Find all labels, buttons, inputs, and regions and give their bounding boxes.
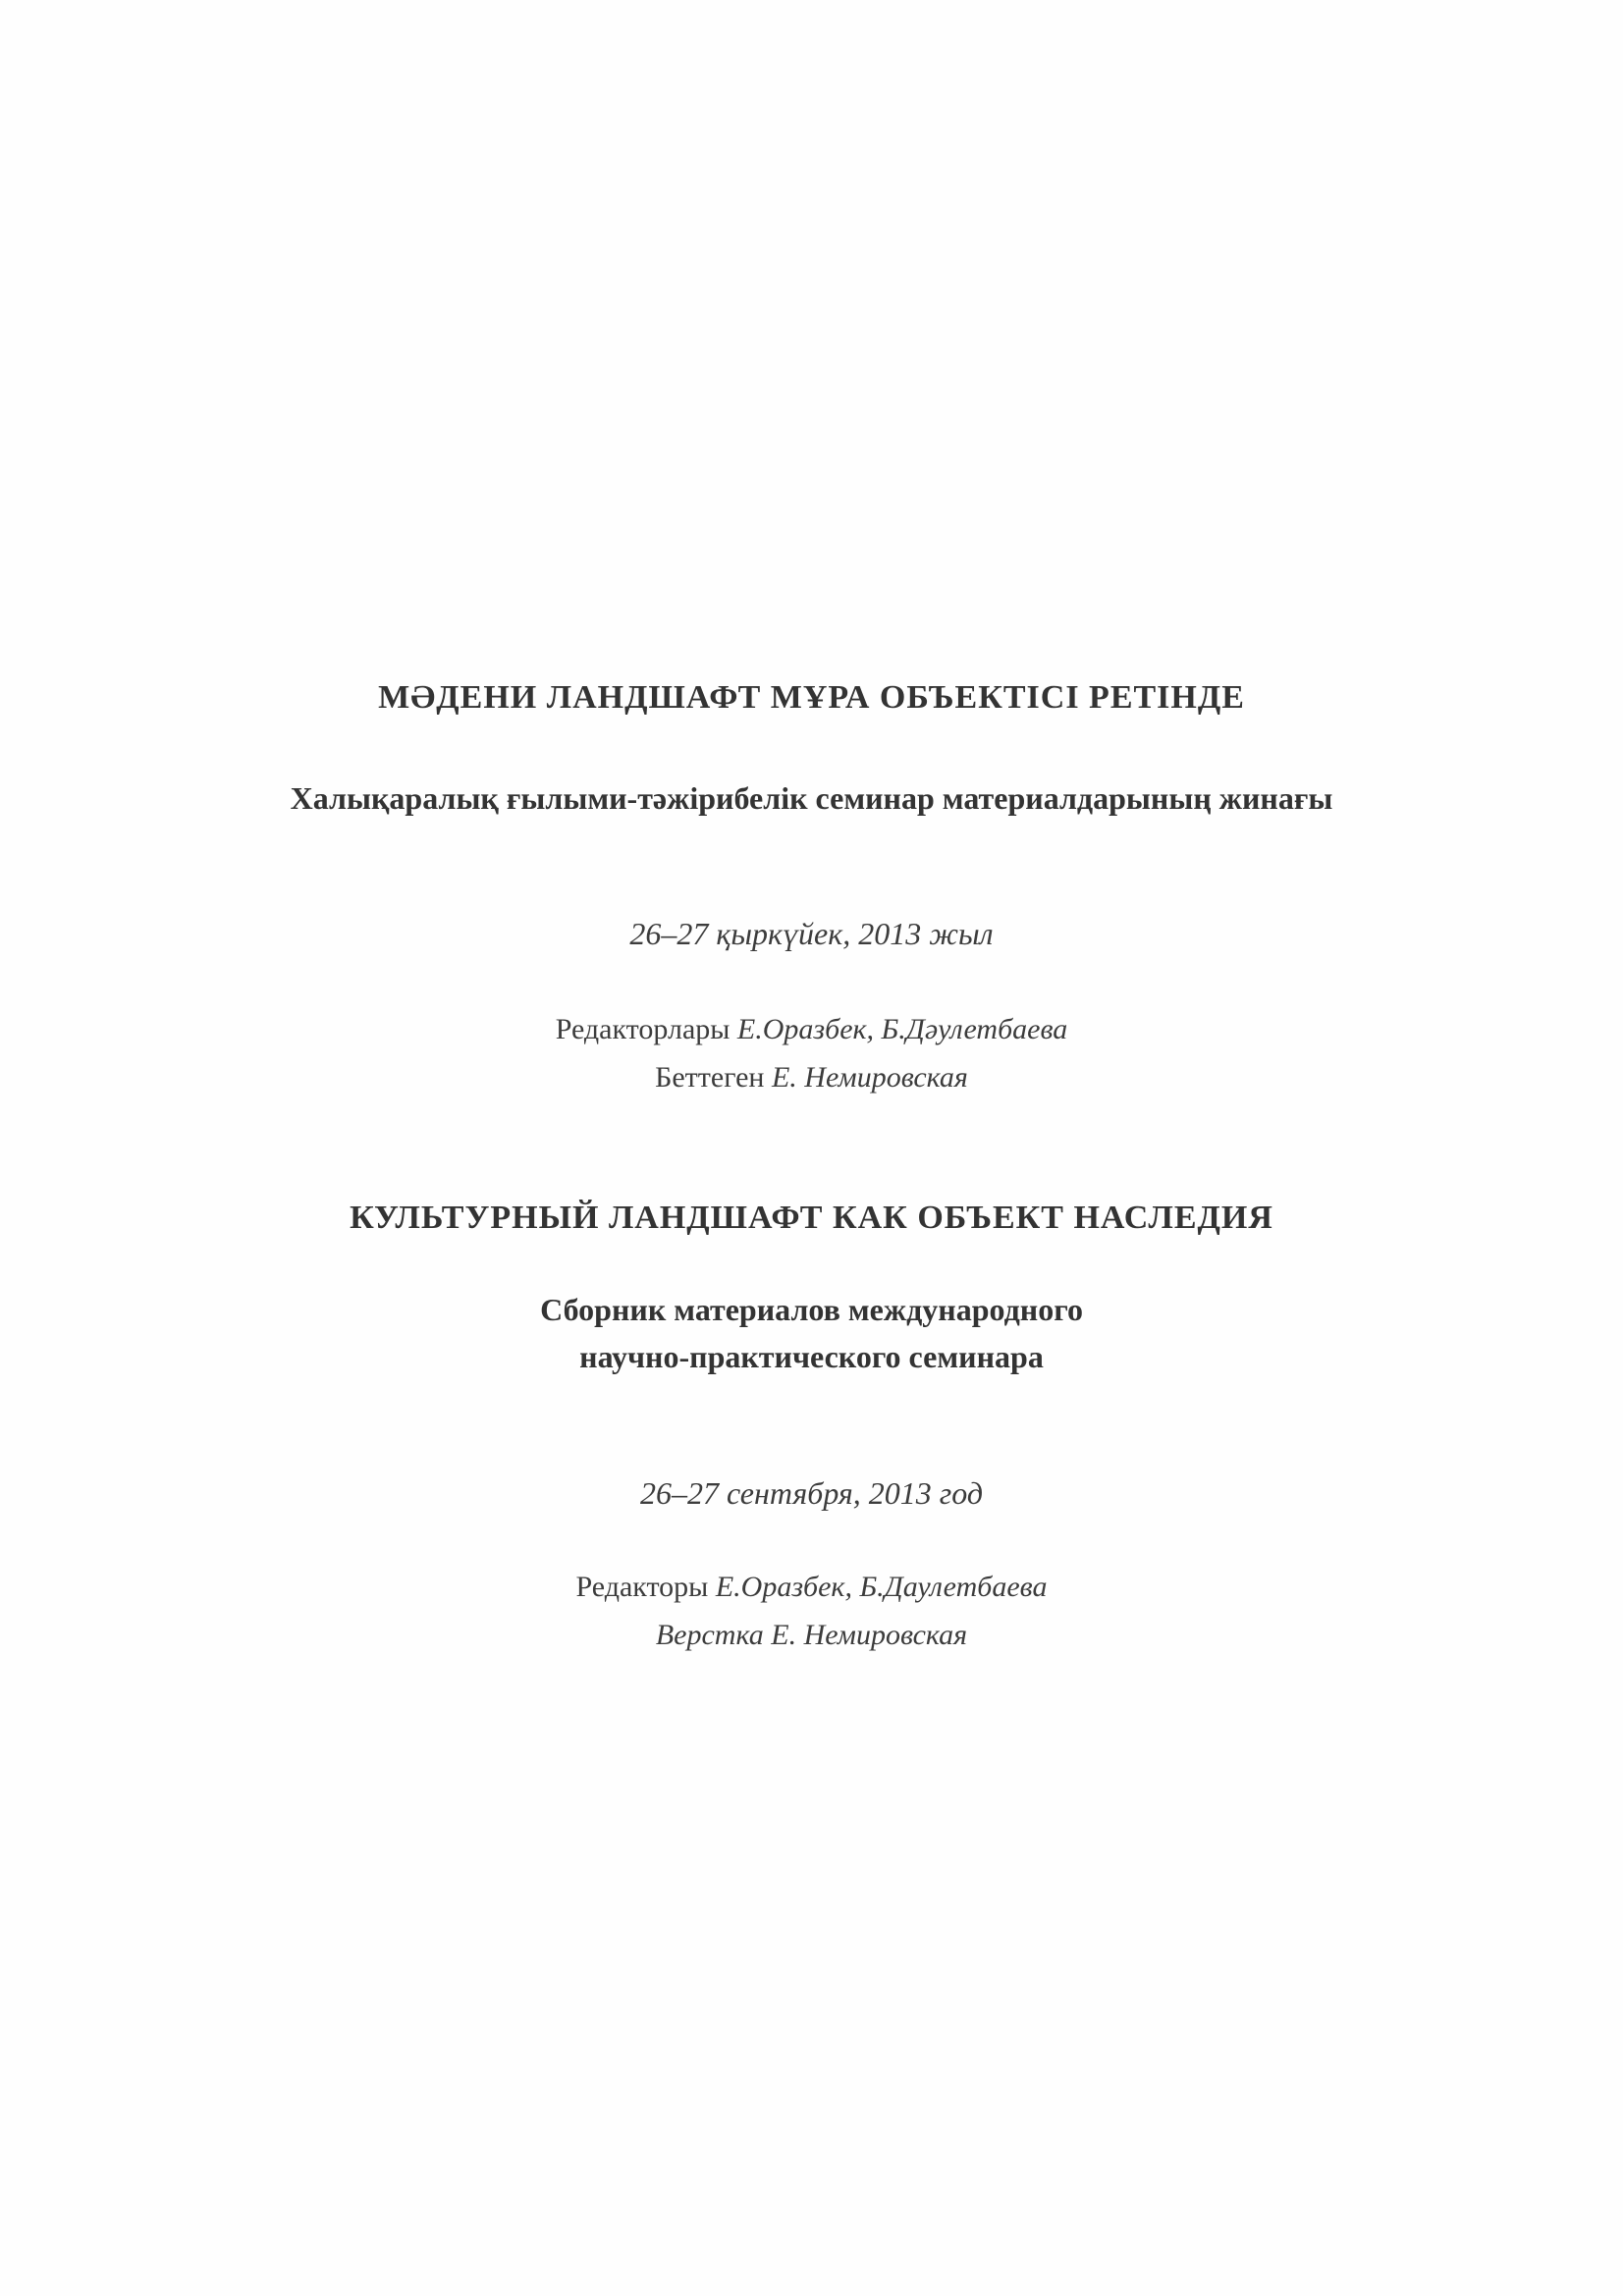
russian-subtitle-line2: научно-практического семинара (579, 1339, 1044, 1374)
kazakh-layout-name: Е. Немировская (771, 1061, 968, 1094)
russian-editors-names: Е.Оразбек, Б.Даулетбаева (715, 1571, 1048, 1603)
russian-layout: Верстка Е. Немировская (655, 1619, 968, 1651)
russian-title: КУЛЬТУРНЫЙ ЛАНДШАФТ КАК ОБЪЕКТ НАСЛЕДИЯ (350, 1200, 1273, 1236)
kazakh-layout (0, 1061, 1623, 1095)
kazakh-subtitle: Халықаралық ғылыми-тәжірибелік семинар материалдарының жинағы (290, 780, 1333, 816)
russian-date: 26–27 сентября, 2013 год (639, 1475, 984, 1511)
russian-editors-label: Редакторы (575, 1571, 709, 1603)
kazakh-date: 26–27 қыркүйек, 2013 жыл (629, 916, 994, 951)
kazakh-editors-names: Е.Оразбек, Б.Дәулетбаева (736, 1013, 1068, 1045)
kazakh-layout-label: Беттеген (655, 1061, 765, 1094)
russian-subtitle-line1: Сборник материалов международного (540, 1292, 1083, 1327)
russian-editors (0, 1571, 1623, 1604)
kazakh-editors-label: Редакторлары (555, 1013, 730, 1045)
kazakh-editors (0, 1013, 1623, 1046)
kazakh-title: МӘДЕНИ ЛАНДШАФТ МҰРА ОБЪЕКТІСІ РЕТІНДЕ (378, 679, 1245, 716)
